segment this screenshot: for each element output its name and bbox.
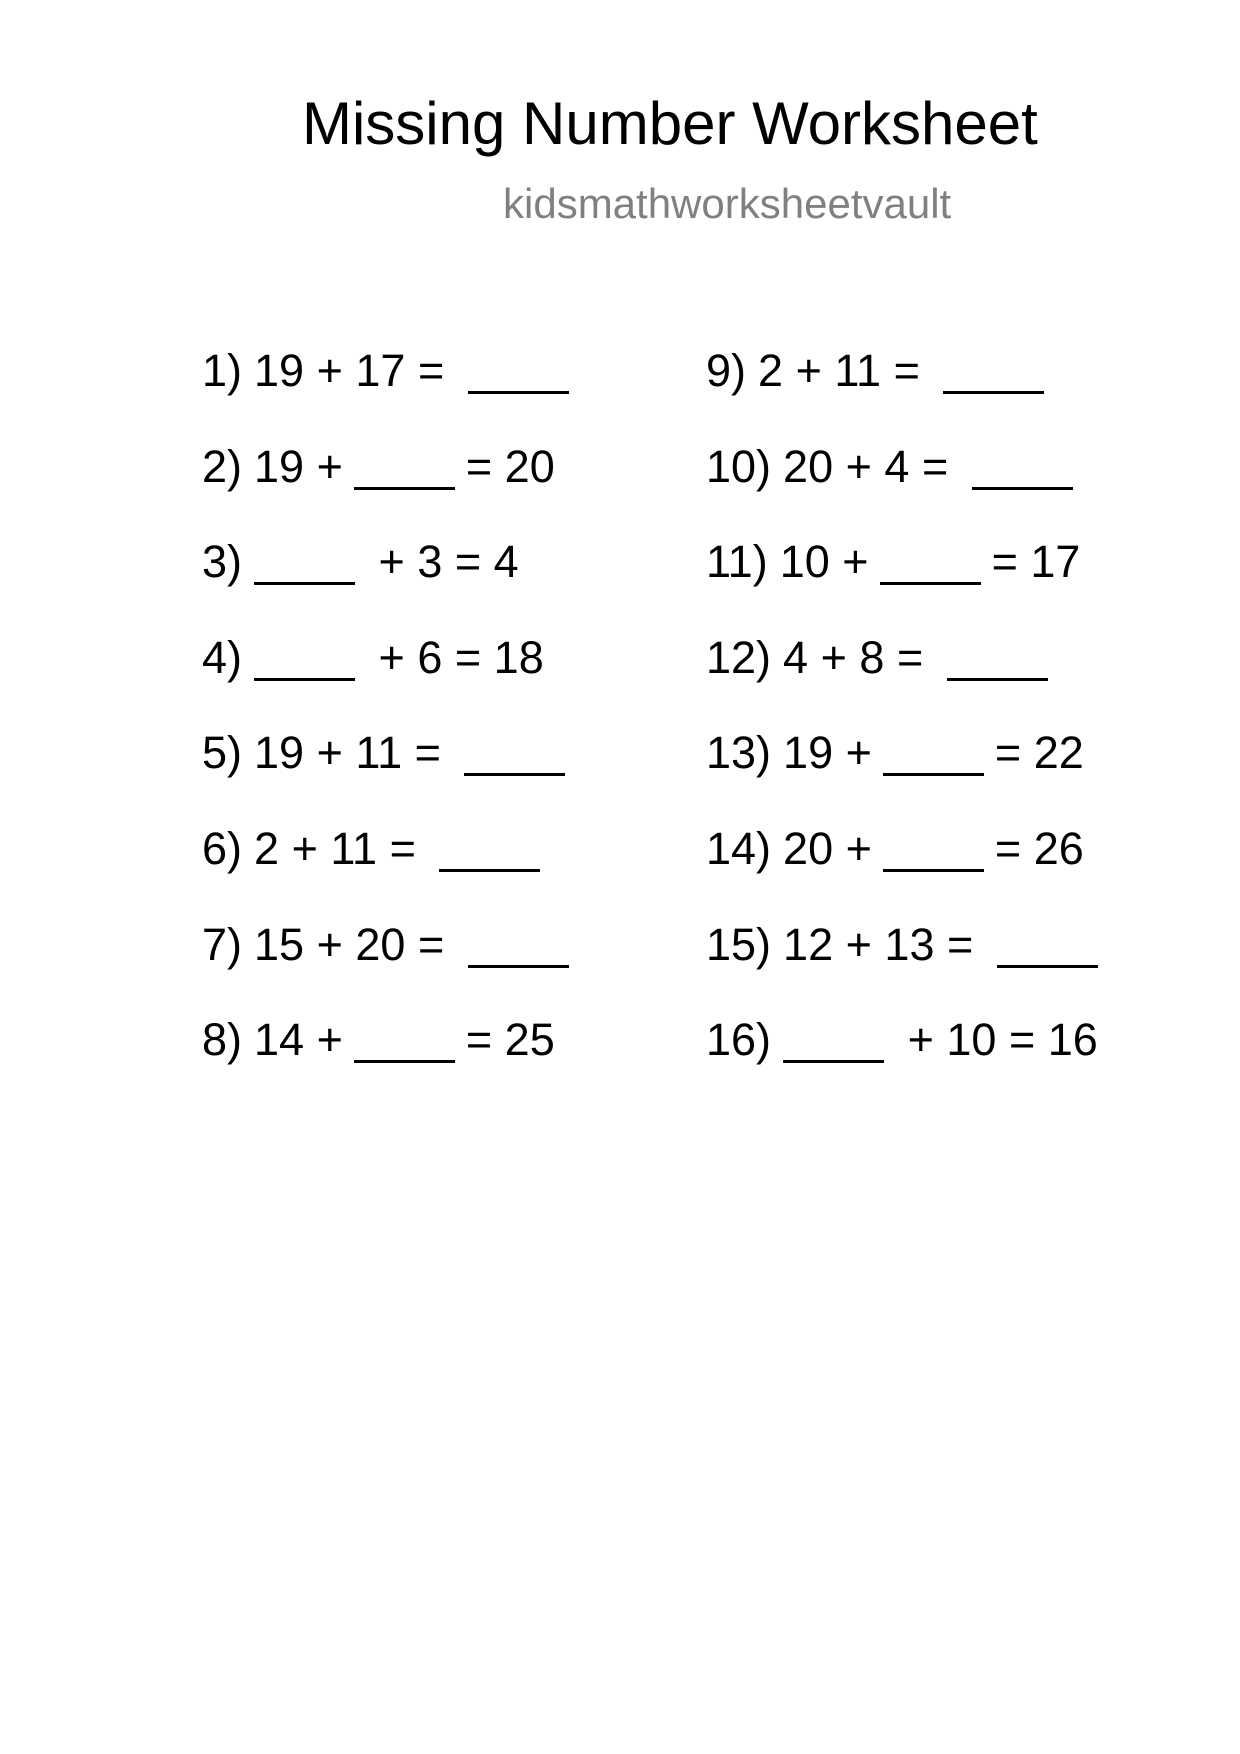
problem-row (706, 727, 1098, 826)
operator: = (994, 822, 1022, 874)
operator (304, 730, 317, 775)
operator: = (465, 1014, 493, 1066)
problem-row (202, 918, 569, 1018)
result-value: 25 (504, 1014, 555, 1066)
operator (833, 922, 846, 967)
operator (847, 635, 860, 680)
operand-a: 4 (783, 631, 809, 683)
problem-row (202, 631, 569, 731)
operator (444, 922, 457, 967)
operator (405, 635, 418, 680)
operator (909, 444, 922, 489)
operator: = (994, 727, 1022, 779)
operator: = (417, 918, 445, 970)
operator (934, 1017, 947, 1062)
operand-b: 10 (946, 1014, 997, 1066)
problem-row (706, 822, 1098, 922)
operator-plus: + (795, 345, 822, 396)
operator (402, 730, 415, 775)
problem-row (202, 536, 569, 635)
answer-blank[interactable] (972, 444, 1073, 490)
problem-row (202, 1014, 569, 1113)
operator-plus: + (378, 631, 405, 683)
operand-a: 20 (783, 822, 834, 874)
operand-a: 10 (779, 536, 830, 588)
result-value: 16 (1047, 1014, 1098, 1066)
operator-plus: + (316, 727, 343, 779)
problem-number: 6) (202, 822, 243, 874)
operator-plus: + (845, 822, 872, 874)
answer-blank[interactable] (468, 348, 569, 394)
operand-a: 2 (758, 345, 784, 396)
problem-number: 3) (202, 536, 243, 588)
operator-plus: + (378, 536, 405, 588)
answer-blank[interactable] (354, 1017, 455, 1063)
problem-number: 2) (202, 440, 243, 492)
problem-row (706, 345, 1098, 444)
operator-plus: + (907, 1014, 934, 1066)
operator: = (389, 822, 416, 874)
operand-b: 11 (355, 727, 403, 779)
operator (304, 1017, 317, 1062)
operator (279, 826, 292, 871)
operator (442, 635, 455, 680)
operator (405, 539, 418, 584)
problem-number: 10) (706, 440, 772, 492)
operator (920, 348, 933, 393)
operator (808, 635, 821, 680)
operator-plus: + (316, 440, 343, 492)
problem-number: 15) (706, 918, 772, 970)
operator: = (991, 536, 1018, 588)
answer-blank[interactable] (880, 539, 981, 585)
operator-plus: + (291, 822, 318, 874)
answer-blank[interactable] (468, 922, 569, 968)
operator (304, 922, 317, 967)
operator-plus: + (842, 536, 869, 588)
operator (343, 922, 356, 967)
operator (934, 922, 947, 967)
operator (1021, 730, 1034, 775)
operator (783, 348, 796, 393)
operand-a: 12 (783, 918, 834, 970)
operand-b: 11 (330, 822, 378, 874)
result-value: 17 (1030, 536, 1081, 588)
operand-a: 19 (254, 440, 305, 492)
operand-a: 19 (254, 727, 305, 779)
answer-blank[interactable] (783, 1017, 884, 1063)
answer-blank[interactable] (943, 348, 1044, 394)
operator: = (921, 440, 949, 492)
operand-b: 11 (834, 345, 882, 396)
operator (884, 635, 897, 680)
operator (304, 444, 317, 489)
operator (1018, 539, 1031, 584)
answer-blank[interactable] (883, 826, 984, 872)
operator: = (1008, 1014, 1036, 1066)
problem-row (706, 918, 1098, 1018)
operator-plus: + (845, 440, 872, 492)
operator (822, 348, 835, 393)
problem-row (202, 822, 569, 922)
result-value: 4 (493, 536, 519, 588)
operator (405, 922, 418, 967)
operator (366, 539, 379, 584)
operator (833, 444, 846, 489)
operand-b: 13 (884, 918, 935, 970)
operator (833, 826, 846, 871)
operand-a: 14 (254, 1014, 305, 1066)
operator (481, 635, 494, 680)
result-value: 20 (504, 440, 555, 492)
result-value: 26 (1033, 822, 1084, 874)
page-subtitle: kidsmathworksheetvault (503, 180, 952, 227)
operator (973, 922, 986, 967)
operator (377, 826, 390, 871)
operator: = (896, 631, 924, 683)
problem-number: 11) (706, 536, 768, 588)
operator (405, 348, 418, 393)
operator (833, 730, 846, 775)
operand-b: 6 (417, 631, 443, 683)
operand-a: 2 (254, 822, 280, 874)
problem-number: 4) (202, 631, 243, 683)
operand-a: 19 (254, 345, 305, 396)
problem-number: 13) (706, 727, 772, 779)
operator (318, 826, 331, 871)
operator (996, 1017, 1009, 1062)
problem-number: 8) (202, 1014, 243, 1066)
answer-blank[interactable] (997, 922, 1098, 968)
result-value: 22 (1033, 727, 1084, 779)
problem-row (202, 345, 569, 444)
operand-b: 3 (417, 536, 443, 588)
operator (492, 1017, 505, 1062)
operator (872, 444, 885, 489)
operator (1035, 1017, 1048, 1062)
operator (948, 444, 961, 489)
operator (441, 730, 454, 775)
operator-plus: + (845, 918, 872, 970)
operand-a: 20 (783, 440, 834, 492)
operand-a: 15 (254, 918, 305, 970)
problems-column-left (202, 345, 569, 1113)
operator-plus: + (820, 631, 847, 683)
operator (343, 348, 356, 393)
problem-number: 7) (202, 918, 243, 970)
problem-number: 16) (706, 1014, 772, 1066)
problem-row (202, 727, 569, 826)
problem-number: 1) (202, 345, 243, 396)
answer-blank[interactable] (947, 635, 1048, 681)
operand-a: 19 (783, 727, 834, 779)
problem-number: 14) (706, 822, 772, 874)
operand-b: 8 (859, 631, 885, 683)
operator (881, 348, 894, 393)
operator: = (454, 536, 482, 588)
operand-b: 4 (884, 440, 910, 492)
operator (895, 1017, 908, 1062)
operator (444, 348, 457, 393)
operator: = (893, 345, 920, 396)
problem-row (706, 1014, 1098, 1113)
operator (442, 539, 455, 584)
operator: = (414, 727, 441, 779)
operator (1021, 826, 1034, 871)
problem-row (202, 440, 569, 540)
problems-column-right (706, 345, 1098, 1113)
operator (481, 539, 494, 584)
result-value: 18 (493, 631, 544, 683)
problem-row (706, 631, 1098, 731)
page-title: Missing Number Worksheet (302, 90, 1038, 157)
answer-blank[interactable] (354, 444, 455, 490)
operator (872, 922, 885, 967)
answer-blank[interactable] (883, 730, 984, 776)
operator: = (947, 918, 974, 970)
operand-b: 17 (355, 345, 406, 396)
operator (923, 635, 936, 680)
answer-blank[interactable] (254, 635, 355, 681)
problem-number: 5) (202, 727, 243, 779)
problem-number: 12) (706, 631, 772, 683)
problem-row (706, 440, 1098, 540)
answer-blank[interactable] (464, 730, 565, 776)
operator-plus: + (316, 1014, 343, 1066)
operator (416, 826, 429, 871)
operator (830, 539, 843, 584)
operator: = (465, 440, 493, 492)
operator-plus: + (316, 918, 343, 970)
operator (492, 444, 505, 489)
answer-blank[interactable] (254, 539, 355, 585)
operator (304, 348, 317, 393)
operator: = (417, 345, 445, 396)
answer-blank[interactable] (439, 826, 540, 872)
operator-plus: + (316, 345, 343, 396)
problem-number: 9) (706, 345, 747, 396)
operator (366, 635, 379, 680)
operand-b: 20 (355, 918, 406, 970)
problem-row (706, 536, 1098, 635)
operator-plus: + (845, 727, 872, 779)
operator: = (454, 631, 482, 683)
operator (343, 730, 356, 775)
